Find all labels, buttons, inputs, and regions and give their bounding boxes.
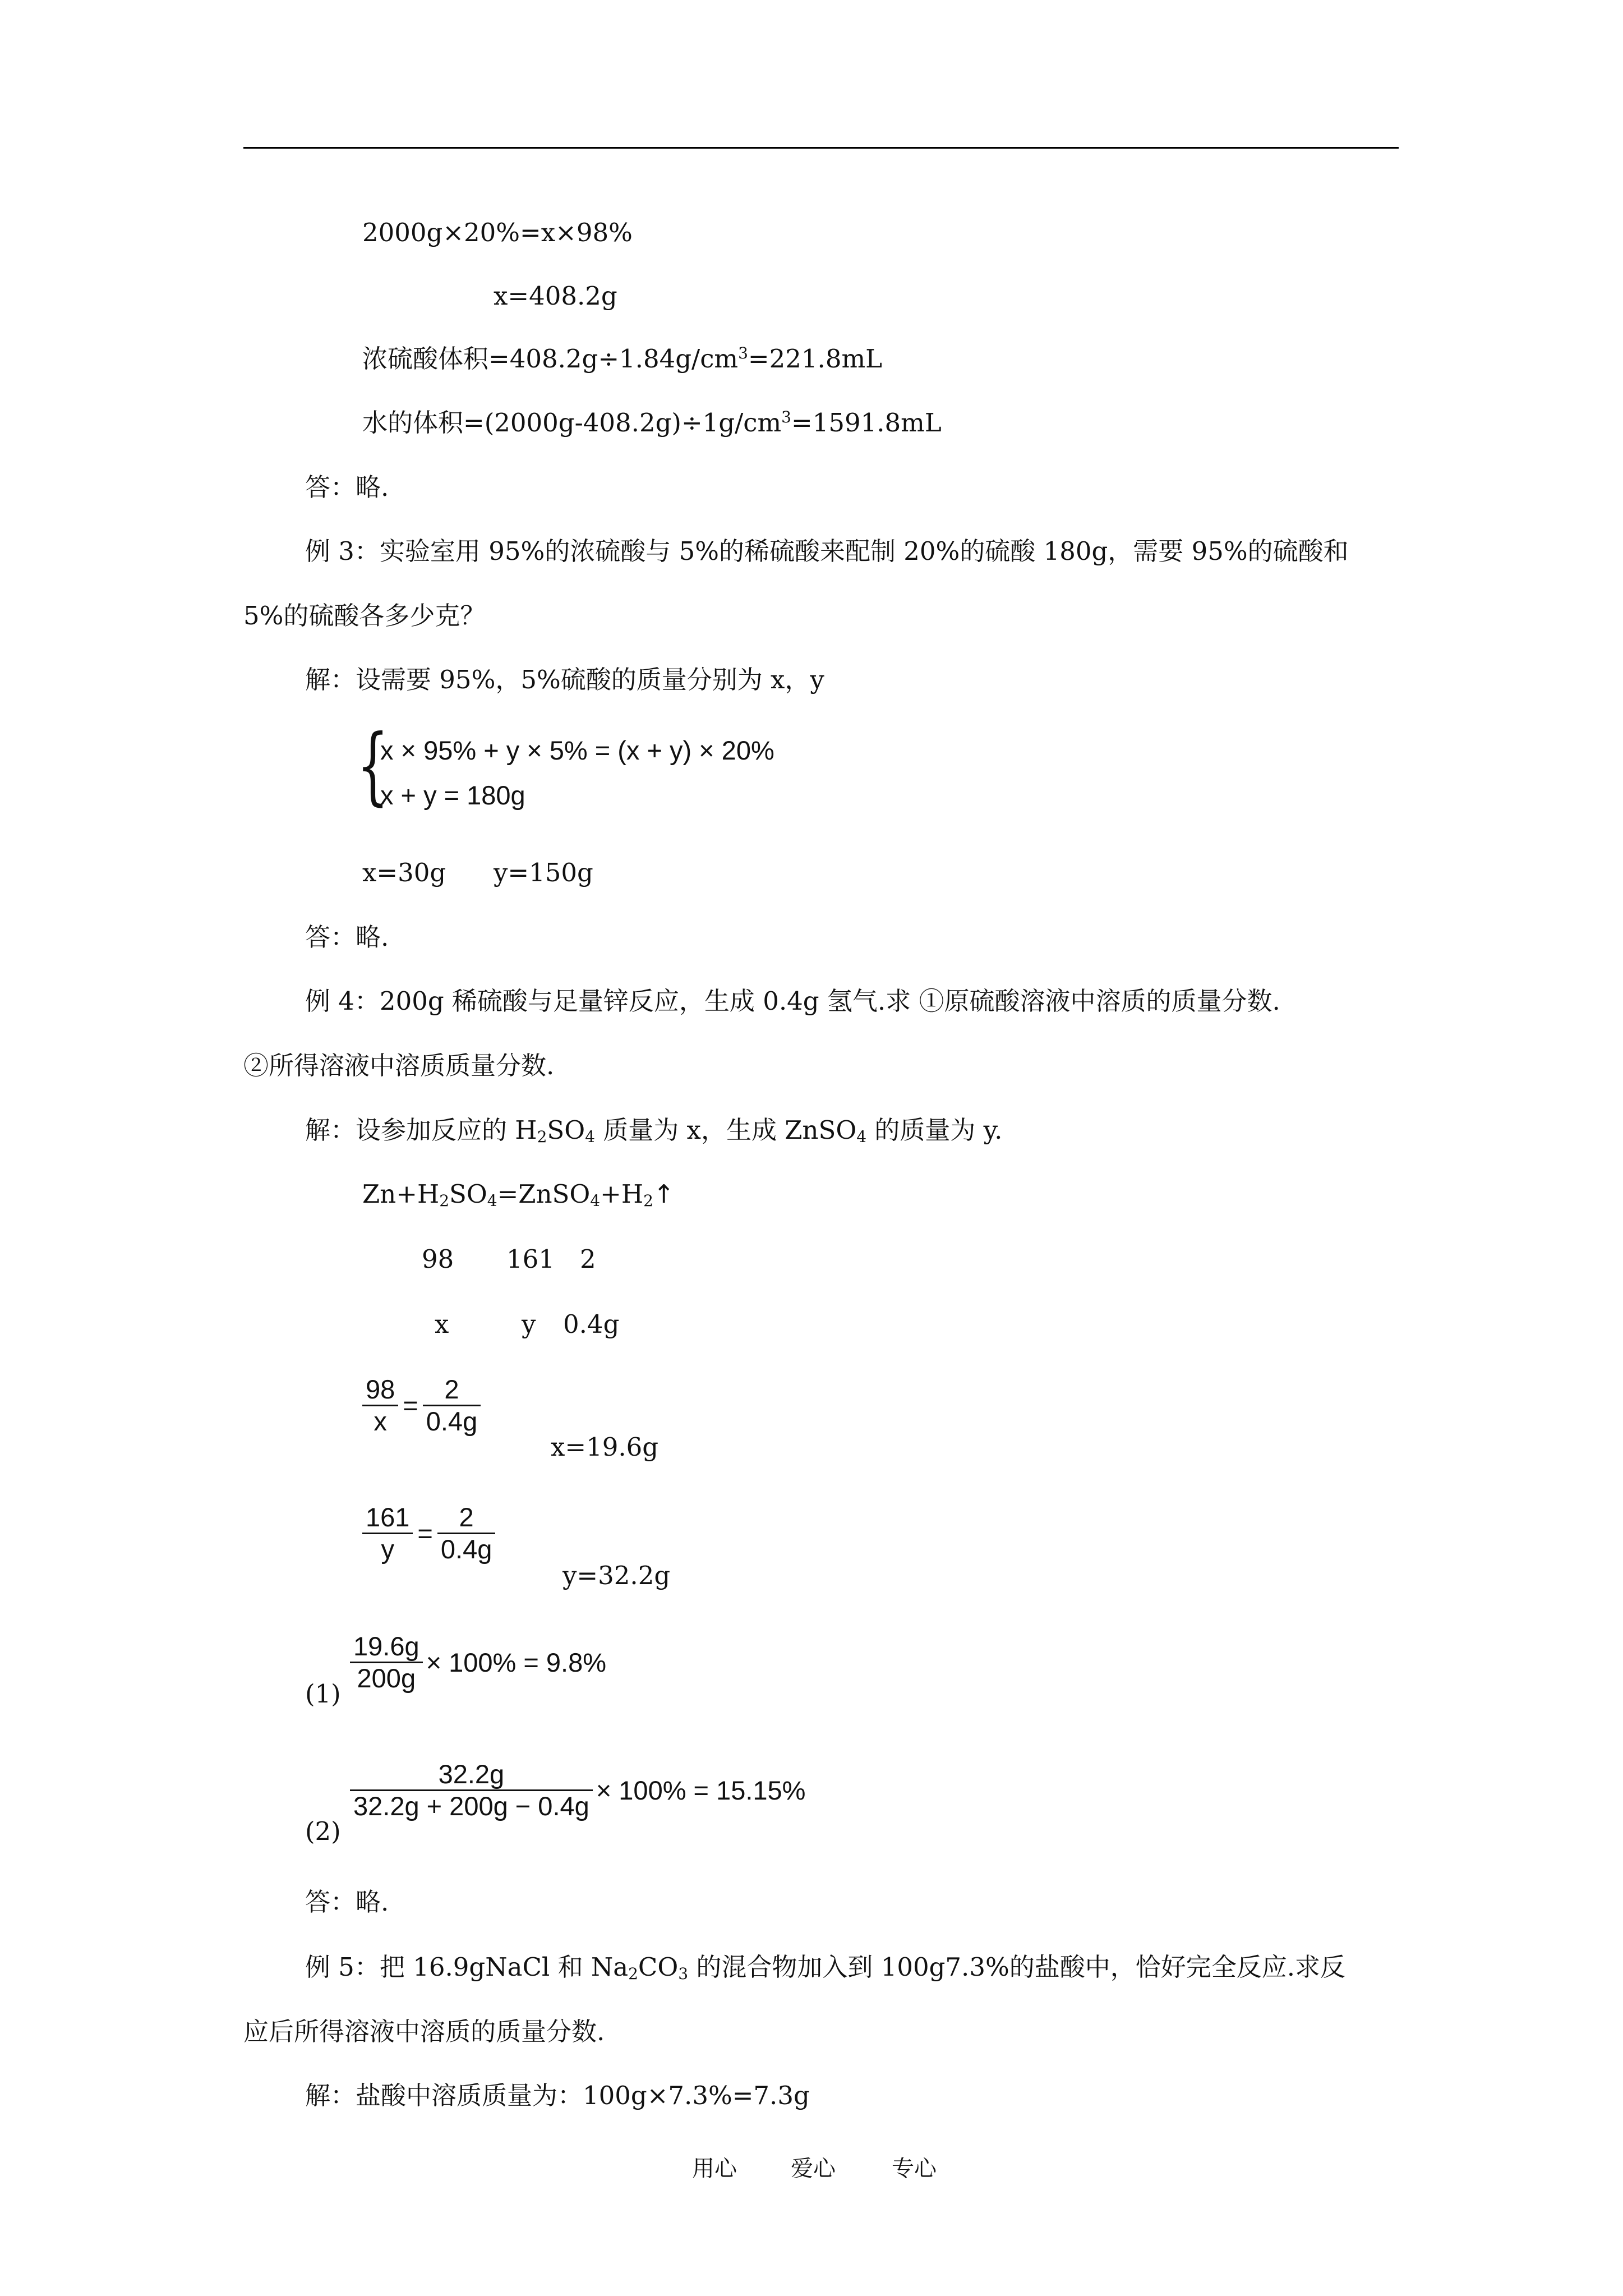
mass-2: 2 xyxy=(580,1244,596,1274)
answer-2: 答：略. xyxy=(305,922,389,952)
proportion-1: $\frac{98}{x}$ = $\frac{2}{0.4g}$ xyxy=(362,1374,481,1437)
calc-line-2: x=408.2g xyxy=(494,281,617,311)
example-3-result-x: x=30g xyxy=(362,858,446,887)
equation-system-1: x × 95% + y × 5% = (x + y) × 20% xyxy=(380,735,774,765)
answer-3: 答：略. xyxy=(305,1887,389,1917)
up-arrow-icon: ↑ xyxy=(653,1179,675,1209)
footer-text-3: 专心 xyxy=(892,2156,937,2182)
example-4-line-2: ②所得溶液中溶质质量分数. xyxy=(243,1051,555,1080)
calc-line-3: 浓硫酸体积$=408.2g\div 1.84g/cm^3=221.8mL$ xyxy=(362,344,883,374)
example-5-solution: 解：盐酸中溶质质量为：100g×7.3%=7.3g xyxy=(305,2081,810,2110)
equation-brace: { xyxy=(357,717,389,815)
unknown-mass: 0.4g xyxy=(563,1309,620,1339)
example-5-line-1: 例 5：把 16.9gNaCl 和 $Na_2CO_3$ 的混合物加入到 100g7.3%的盐酸中，恰好完全反应.求反 xyxy=(305,1952,1346,1983)
calc-2: $\frac{32.2g}{32.2g + 200g - 0.4g}$ × 100% = 15.15% xyxy=(350,1759,805,1821)
answer-1: 答：略. xyxy=(305,472,389,502)
example-4-solution: 解：设参加反应的 $H_2SO_4$ 质量为 x，生成 ZnSO$_4$ 的质量为 y. xyxy=(305,1115,1003,1146)
example-4-line-1: 例 4：200g 稀硫酸与足量锌反应，生成 0.4g 氢气.求 ①原硫酸溶液中溶质的质量分数. xyxy=(305,986,1280,1016)
example-5-line-2: 应后所得溶液中溶质的质量分数. xyxy=(243,2017,605,2046)
example-3-line-2: 5%的硫酸各多少克？ xyxy=(243,601,486,631)
calc-line-4: 水的体积$=(2000g-408.2g)\div 1g/cm^3=1591.8mL$ xyxy=(362,408,942,438)
chemical-equation: $Zn+H_2SO_4=ZnSO_4+H_2↑$ xyxy=(362,1179,675,1210)
header-rule xyxy=(243,147,1399,149)
calc-1: $\frac{19.6g}{200g}$ × 100% = 9.8% xyxy=(350,1631,606,1694)
footer-text-1: 用心 xyxy=(692,2156,737,2182)
mass-98: 98 xyxy=(422,1244,454,1274)
example-3-result-y: y=150g xyxy=(494,858,593,887)
result-x: x=19.6g xyxy=(551,1432,659,1462)
proportion-2: $\frac{161}{y}$ = $\frac{2}{0.4g}$ xyxy=(362,1502,495,1565)
result-y: y=32.2g xyxy=(562,1561,671,1590)
equation-system-2: x + y = 180g xyxy=(380,780,525,810)
calc-2-label: (2) xyxy=(305,1816,341,1846)
calc-line-1: 2000g×20%=x×98% xyxy=(362,218,633,247)
footer-text-2: 爱心 xyxy=(791,2156,836,2182)
unknown-x: x xyxy=(435,1309,449,1339)
mass-161: 161 xyxy=(506,1244,555,1274)
example-3-line-1: 例 3：实验室用 95%的浓硫酸与 5%的稀硫酸来配制 20%的硫酸 180g，需要 95%的硫酸和 xyxy=(305,536,1349,566)
calc-1-label: (1) xyxy=(305,1679,341,1709)
unknown-y: y xyxy=(522,1309,536,1339)
example-3-solution: 解：设需要 95%，5%硫酸的质量分别为 x，y xyxy=(305,665,824,694)
